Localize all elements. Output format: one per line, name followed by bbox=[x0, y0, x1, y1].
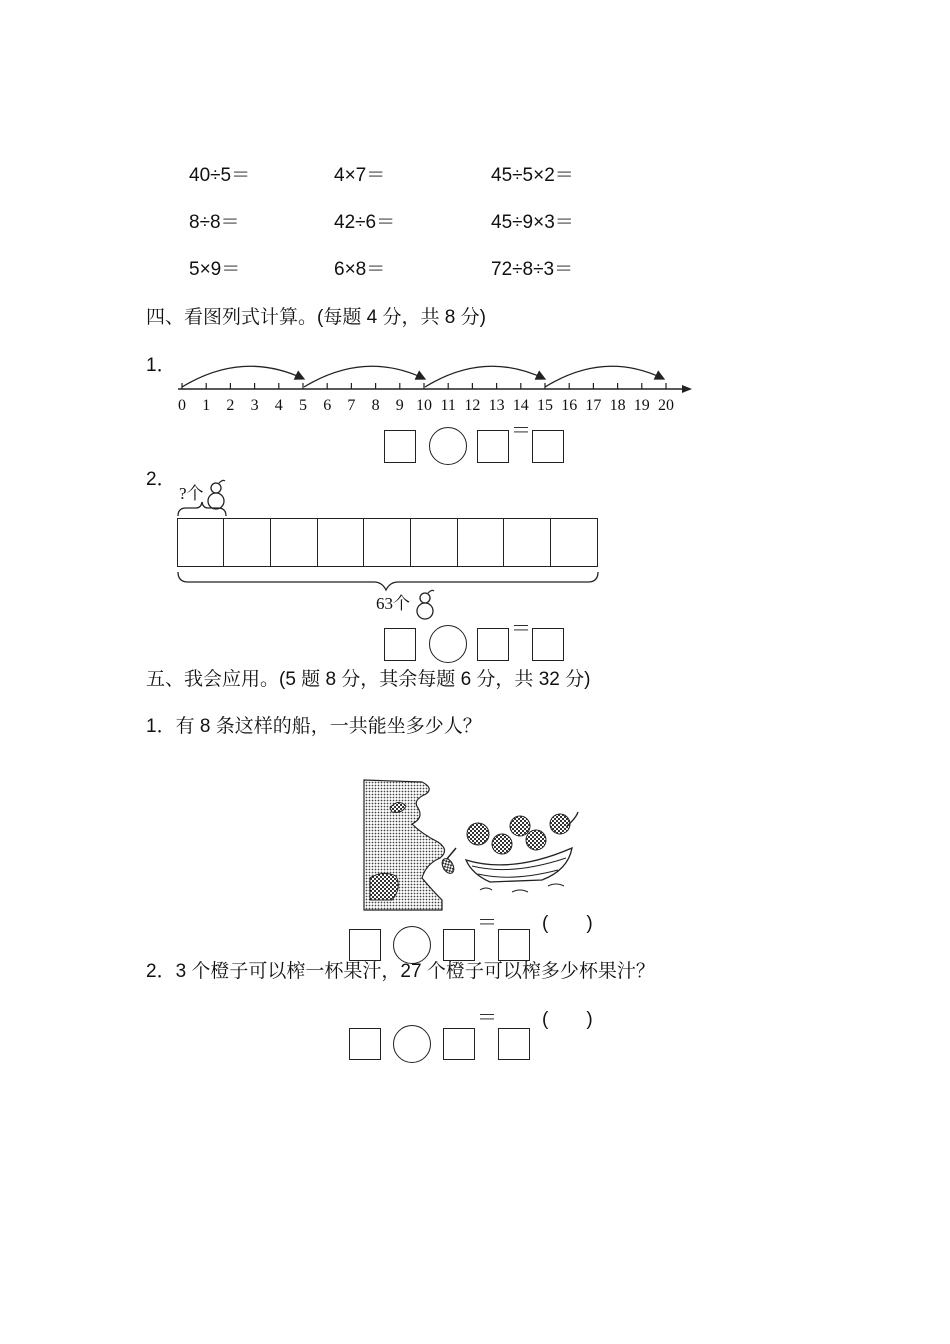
jump-arc bbox=[545, 366, 664, 387]
number-line-tick-labels bbox=[178, 397, 674, 414]
segment-cell bbox=[550, 518, 598, 567]
water-waves bbox=[480, 884, 564, 892]
equals-sign: ＝ bbox=[477, 912, 497, 934]
number-line-tick-label: 5 bbox=[299, 397, 307, 414]
section5-q1: 1．有 8 条这样的船，一共能坐多少人？ bbox=[146, 716, 482, 737]
number-line-tick-label: 1 bbox=[202, 397, 211, 414]
calc-item: 5×9＝ bbox=[189, 259, 241, 280]
answer-box[interactable] bbox=[532, 628, 564, 661]
segment-cell bbox=[223, 518, 271, 567]
oar-blade bbox=[440, 857, 457, 876]
segment-cell bbox=[410, 518, 458, 567]
equals-sign: ＝ bbox=[511, 618, 531, 640]
number-line-tick-label: 17 bbox=[585, 397, 602, 414]
calc-item: 40÷5＝ bbox=[189, 165, 251, 186]
operator-circle[interactable] bbox=[393, 926, 431, 964]
q2-bottom-label: 63个 bbox=[376, 594, 410, 613]
operator-circle[interactable] bbox=[429, 427, 467, 465]
bottom-brace bbox=[174, 568, 602, 592]
boat-illustration bbox=[362, 778, 592, 913]
top-brace bbox=[174, 500, 230, 518]
jump-arc bbox=[182, 366, 304, 387]
rock-shape bbox=[370, 873, 398, 900]
segment-cell bbox=[177, 518, 225, 567]
number-line-tick-label: 6 bbox=[323, 397, 332, 414]
answer-box[interactable] bbox=[384, 430, 416, 463]
operator-circle[interactable] bbox=[429, 625, 467, 663]
number-line bbox=[170, 352, 700, 422]
answer-box[interactable] bbox=[532, 430, 564, 463]
child-head bbox=[510, 816, 530, 836]
answer-box[interactable] bbox=[498, 929, 530, 961]
number-line-tick-label: 10 bbox=[416, 397, 432, 414]
child-head bbox=[550, 814, 570, 834]
number-line-tick-label: 16 bbox=[561, 397, 578, 414]
number-line-tick-label: 9 bbox=[395, 397, 404, 414]
answer-box[interactable] bbox=[477, 430, 509, 463]
section4-q1-label: 1． bbox=[146, 355, 176, 376]
calc-item: 45÷9×3＝ bbox=[491, 212, 574, 233]
axis-arrow-icon bbox=[682, 385, 692, 393]
child-head bbox=[492, 834, 512, 854]
jump-arc bbox=[425, 366, 545, 387]
segment-cell bbox=[503, 518, 551, 567]
answer-box[interactable] bbox=[477, 628, 509, 661]
section4-q2-label: 2． bbox=[146, 469, 176, 490]
answer-paren[interactable]: ( ) bbox=[542, 1009, 593, 1030]
calc-item: 42÷6＝ bbox=[334, 212, 396, 233]
operator-circle[interactable] bbox=[393, 1025, 431, 1063]
section5-title: 五、我会应用。(5 题 8 分，其余每题 6 分，共 32 分) bbox=[146, 669, 591, 690]
number-line-tick-label: 18 bbox=[609, 397, 626, 414]
number-line-tick-label: 2 bbox=[226, 397, 235, 414]
number-line-tick-label: 12 bbox=[464, 397, 481, 414]
answer-paren[interactable]: ( ) bbox=[542, 913, 593, 934]
number-line-tick-label: 20 bbox=[658, 397, 674, 414]
number-line-ticks bbox=[182, 383, 666, 389]
calc-item: 8÷8＝ bbox=[189, 212, 240, 233]
number-line-tick-label: 14 bbox=[512, 397, 529, 414]
q2-top-label: ?个 bbox=[179, 484, 204, 503]
child-head bbox=[467, 823, 489, 845]
section5-q2: 2．3 个橙子可以榨一杯果汁，27 个橙子可以榨多少杯果汁？ bbox=[146, 961, 655, 982]
answer-box[interactable] bbox=[443, 929, 475, 961]
number-line-tick-label: 7 bbox=[347, 397, 356, 414]
segment-cell bbox=[270, 518, 318, 567]
jump-arc bbox=[304, 366, 425, 387]
equals-sign: ＝ bbox=[511, 420, 531, 442]
gourd-icon bbox=[414, 588, 436, 622]
segment-cell bbox=[457, 518, 505, 567]
answer-box[interactable] bbox=[384, 628, 416, 661]
number-line-tick-label: 0 bbox=[178, 397, 186, 414]
calc-item: 4×7＝ bbox=[334, 165, 386, 186]
answer-box[interactable] bbox=[349, 929, 381, 961]
calc-item: 45÷5×2＝ bbox=[491, 165, 574, 186]
number-line-tick-label: 15 bbox=[537, 397, 553, 414]
answer-box[interactable] bbox=[498, 1028, 530, 1060]
segment-cell bbox=[363, 518, 411, 567]
number-line-tick-label: 11 bbox=[440, 397, 456, 414]
segment-cell bbox=[317, 518, 365, 567]
answer-box[interactable] bbox=[349, 1028, 381, 1060]
equals-sign: ＝ bbox=[477, 1007, 497, 1029]
child-head bbox=[526, 830, 546, 850]
number-line-tick-label: 19 bbox=[633, 397, 650, 414]
number-line-tick-label: 3 bbox=[250, 397, 259, 414]
number-line-tick-label: 13 bbox=[488, 397, 505, 414]
calc-item: 6×8＝ bbox=[334, 259, 386, 280]
number-line-tick-label: 8 bbox=[371, 397, 380, 414]
calc-item: 72÷8÷3＝ bbox=[491, 259, 574, 280]
section4-title: 四、看图列式计算。(每题 4 分，共 8 分) bbox=[146, 307, 486, 328]
number-line-tick-label: 4 bbox=[274, 397, 283, 414]
answer-box[interactable] bbox=[443, 1028, 475, 1060]
